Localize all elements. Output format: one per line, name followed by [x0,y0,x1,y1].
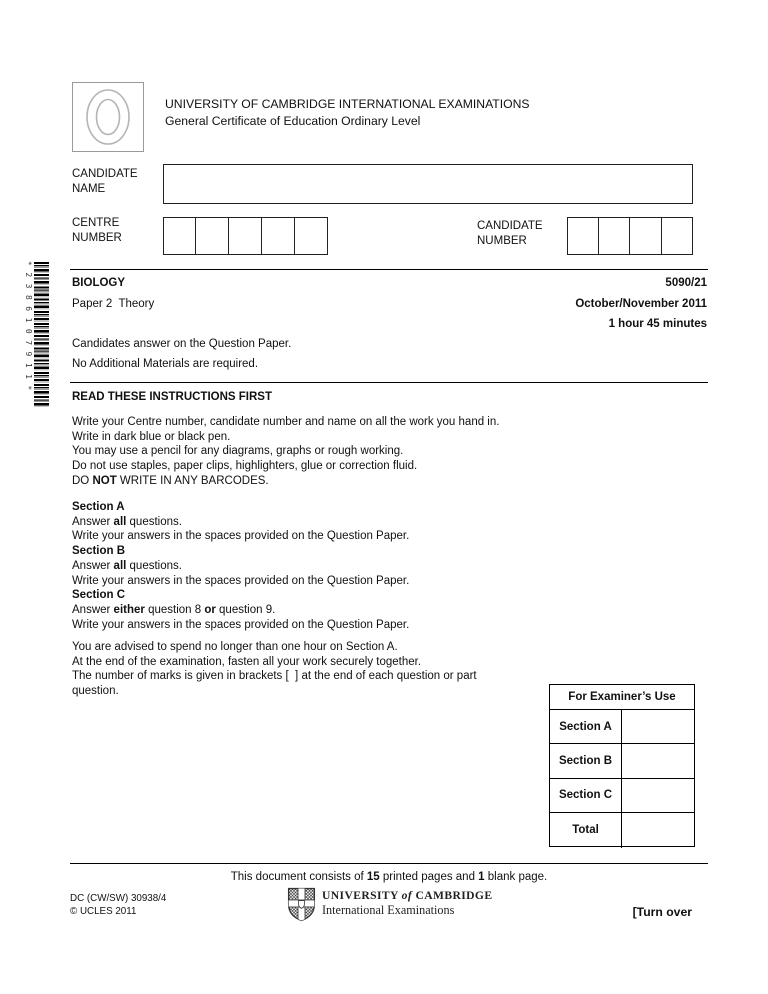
mark-cell [622,813,694,847]
university-title: UNIVERSITY OF CAMBRIDGE INTERNATIONAL EXAMINATIONS [165,97,530,111]
advice-line: You are advised to spend no longer than one hour on Section A. [72,641,398,653]
section-line: Section C [72,589,126,602]
university-header [165,96,530,130]
divider [70,382,708,383]
section-line: Write your answers in the spaces provided on the Question Paper. [72,618,410,631]
candidate-number-cell [567,217,599,255]
row-label: Section A [550,710,622,743]
cambridge-logo-text [322,889,492,918]
mark-cell [622,744,694,777]
centre-number-cell [295,217,328,255]
row-label: Section C [550,779,622,812]
centre-number-field [163,217,328,255]
paper-name: Paper 2 Theory [72,298,155,310]
examiners-use-table [549,684,695,847]
sections-paragraph [72,500,409,632]
centre-number-cell [262,217,295,255]
o-letter-outline-icon [73,83,143,151]
candidate-number-field [567,217,693,255]
advice-paragraph [72,640,477,699]
subject-title: BIOLOGY [72,277,126,289]
document-reference [70,893,166,918]
candidate-number-cell [630,217,662,255]
instruction-line: Write your Centre number, candidate number and name on all the work you hand in. [72,416,500,428]
divider [70,269,708,270]
candidate-number-label: CANDIDATE NUMBER [477,220,543,247]
exam-duration: 1 hour 45 minutes [608,318,707,330]
cambridge-logo-line1: UNIVERSITY of CAMBRIDGE [322,889,493,902]
section-line: Answer either question 8 or question 9. [72,603,276,616]
centre-number-label: CENTRE NUMBER [72,217,122,244]
candidate-number-cell [662,217,694,255]
qualification-subtitle: General Certificate of Education Ordinary Level [165,114,421,128]
instruction-line: Do not use staples, paper clips, highlighters, glue or correction fluid. [72,460,418,473]
examiners-table-title: For Examiner’s Use [550,685,694,710]
instructions-heading: READ THESE INSTRUCTIONS FIRST [72,391,272,403]
instruction-line: Write in dark blue or black pen. [72,430,231,443]
mark-cell [622,710,694,743]
candidate-name-label: CANDIDATE NAME [72,168,138,195]
section-line: Section A [72,501,125,513]
materials-note-2: No Additional Materials are required. [72,358,259,370]
section-line: Write your answers in the spaces provided on the Question Paper. [72,574,410,587]
instructions-paragraph [72,415,499,489]
cambridge-shield-icon [287,887,316,925]
materials-note-1: Candidates answer on the Question Paper. [72,338,292,350]
barcode-icon [34,262,49,408]
table-row [550,813,694,847]
instruction-line: DO NOT WRITE IN ANY BARCODES. [72,474,269,487]
barcode-digits: *2386107911* [24,261,33,397]
section-line: Write your answers in the spaces provided on the Question Paper. [72,530,410,543]
document-consists-note: This document consists of 15 printed pages and 1 blank page. [230,871,548,883]
advice-line: At the end of the examination, fasten all your work securely together. [72,655,422,668]
print-reference: DC (CW/SW) 30938/4 [70,893,167,904]
candidate-name-field [163,164,693,204]
row-label: Total [550,813,622,847]
exam-session: October/November 2011 [575,298,707,310]
advice-line: question. [72,685,119,698]
centre-number-cell [196,217,229,255]
paper-code: 5090/21 [665,277,707,289]
candidate-number-cell [599,217,631,255]
table-row [550,710,694,744]
table-row [550,744,694,778]
section-line: Section B [72,545,126,558]
cambridge-logo-line2: International Examinations [322,903,455,917]
divider [70,863,708,864]
o-level-logo-icon [72,82,144,152]
table-row [550,779,694,813]
row-label: Section B [550,744,622,777]
mark-cell [622,779,694,812]
instruction-line: You may use a pencil for any diagrams, graphs or rough working. [72,445,404,458]
centre-number-cell [229,217,262,255]
section-line: Answer all questions. [72,515,182,528]
centre-number-cell [163,217,196,255]
copyright-notice: © UCLES 2011 [70,905,137,917]
advice-line: The number of marks is given in brackets [ ] at the end of each question or part [72,670,477,683]
section-line: Answer all questions. [72,559,182,572]
turn-over-note: [Turn over [632,905,692,919]
